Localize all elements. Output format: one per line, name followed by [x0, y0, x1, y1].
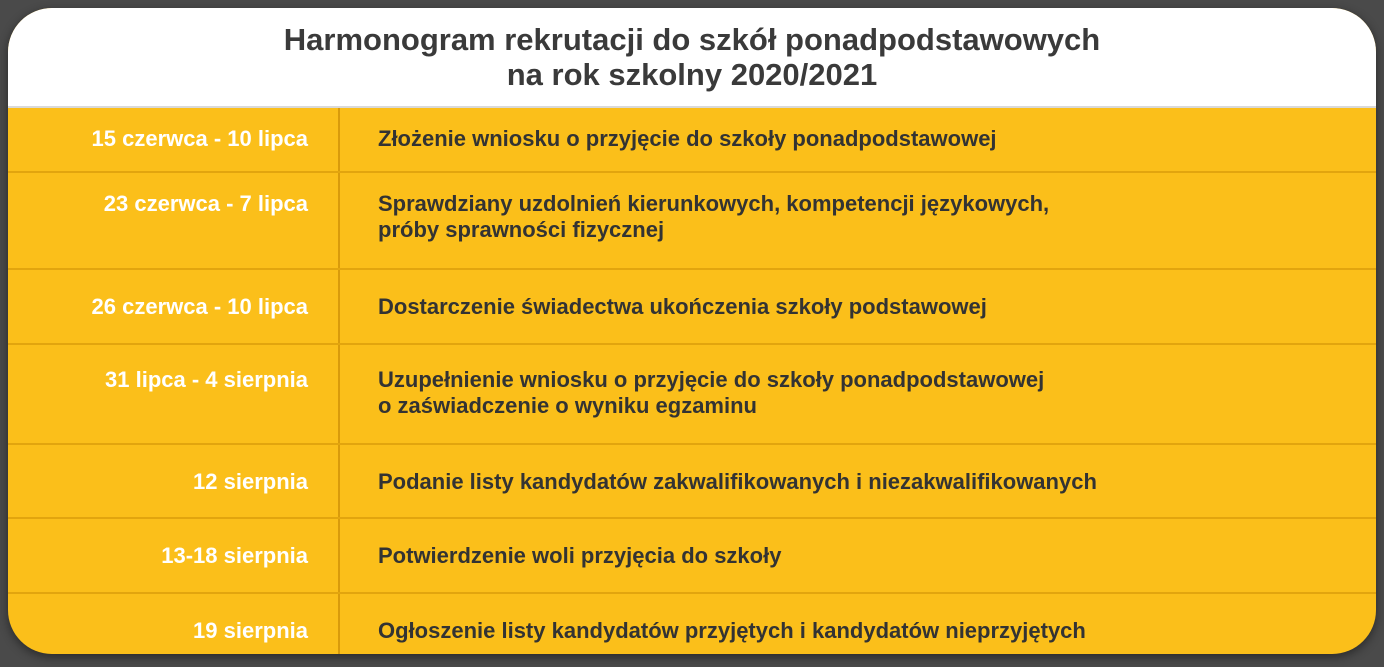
schedule-date: 23 czerwca - 7 lipca: [103, 191, 308, 216]
schedule-row: [8, 173, 1376, 270]
title-line-1: Harmonogram rekrutacji do szkół ponadpodstawowych: [283, 22, 1101, 57]
description-line: Dostarczenie świadectwa ukończenia szkoły podstawowej: [378, 294, 987, 319]
schedule-row: [8, 345, 1376, 445]
description-line: Ogłoszenie listy kandydatów przyjętych i kandydatów nieprzyjętych: [378, 618, 1086, 643]
description-line: Złożenie wniosku o przyjęcie do szkoły ponadpodstawowej: [378, 126, 997, 151]
schedule-row: [8, 594, 1376, 654]
schedule-description: [340, 594, 1376, 654]
schedule-table: [8, 108, 1376, 654]
schedule-date: 26 czerwca - 10 lipca: [91, 294, 308, 319]
schedule-description: [340, 270, 1376, 343]
schedule-description: [340, 345, 1376, 443]
schedule-date: 19 sierpnia: [193, 618, 308, 643]
schedule-row: [8, 519, 1376, 594]
schedule-description: [340, 519, 1376, 592]
description-line: o zaświadczenie o wyniku egzaminu: [378, 393, 757, 418]
schedule-row: [8, 108, 1376, 173]
description-line: Sprawdziany uzdolnień kierunkowych, kompetencji językowych,: [378, 191, 1050, 216]
schedule-date: 15 czerwca - 10 lipca: [91, 126, 308, 151]
schedule-date: 31 lipca - 4 sierpnia: [105, 367, 308, 392]
description-line: próby sprawności fizycznej: [378, 217, 665, 242]
schedule-date: 12 sierpnia: [193, 469, 308, 494]
schedule-description: [340, 445, 1376, 517]
schedule-description: [340, 173, 1376, 268]
schedule-header: [8, 8, 1376, 108]
description-line: Podanie listy kandydatów zakwalifikowanych i niezakwalifikowanych: [378, 469, 1097, 494]
description-line: Uzupełnienie wniosku o przyjęcie do szkoły ponadpodstawowej: [378, 367, 1045, 392]
schedule-date: 13-18 sierpnia: [161, 543, 308, 568]
schedule-row: [8, 445, 1376, 519]
schedule-description: [340, 108, 1376, 171]
description-line: Potwierdzenie woli przyjęcia do szkoły: [378, 543, 782, 568]
schedule-card: [8, 8, 1376, 654]
schedule-row: [8, 270, 1376, 345]
title-line-2: na rok szkolny 2020/2021: [506, 57, 878, 92]
